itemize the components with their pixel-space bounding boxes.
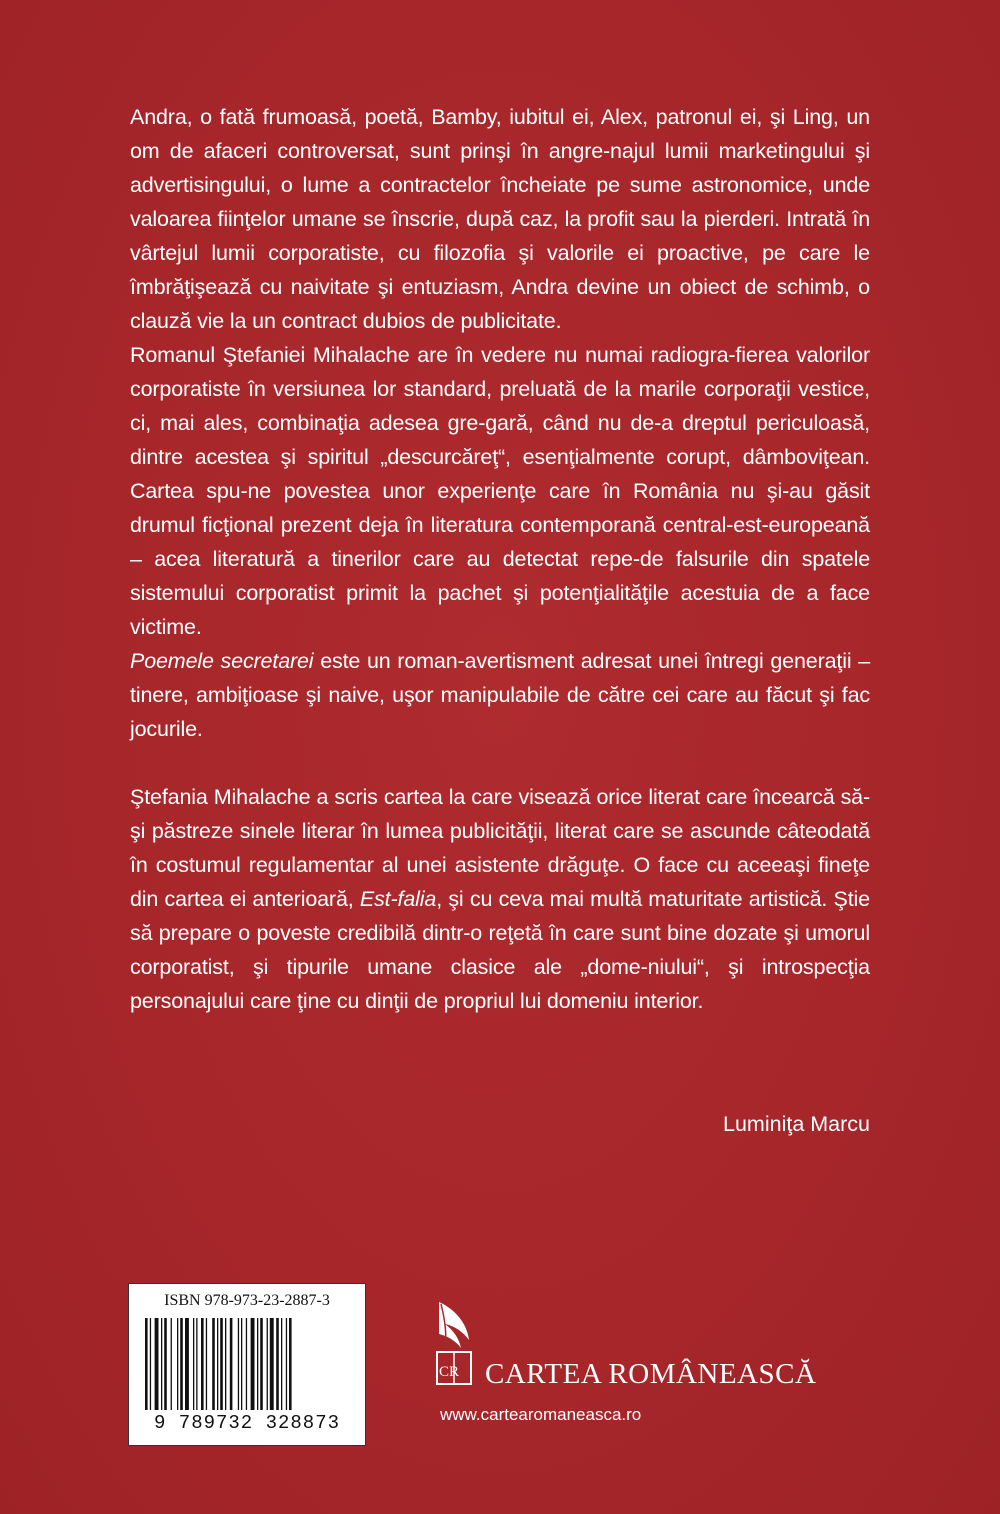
isbn-barcode-label xyxy=(128,1283,366,1446)
publisher-website[interactable]: www.cartearomaneasca.ro xyxy=(440,1405,642,1424)
book-title-italic: Poemele secretarei xyxy=(130,649,314,673)
blurb-paragraph-3-text: este un roman-avertisment adresat unei întregi generaţii – tinere, ambiţioase şi naive, uşor manipulabile de către cei care au făcut şi fac jocurile. xyxy=(130,649,871,741)
blurb-paragraph-3 xyxy=(130,644,870,746)
blurb-paragraph-4-text-b: , şi cu ceva mai multă maturitate artistică. Ştie să prepare o poveste credibilă dintr-o reţetă în care sunt bine dozate şi umorul corporatist, şi tipurile umane clasice ale „dome-niului“, şi introspecţia personajului care ţine cu dinţii de propriul lui domeniu interior. xyxy=(130,887,870,1013)
publisher-quill-logo-icon xyxy=(433,1300,477,1386)
blurb-paragraph-4-text-a: Ştefania Mihalache a scris cartea la care visează orice literat care încearcă să-şi păstreze sinele literar în lumea publicităţii, literat care se ascunde câteodată în costumul regulamentar al unei asistente drăguţe. O face cu aceeaşi fineţe din cartea ei anterioară, xyxy=(130,785,870,911)
barcode-bars xyxy=(143,1318,353,1410)
book-blurb xyxy=(130,100,870,1018)
publisher-name: CARTEA ROMÂNEASCĂ xyxy=(485,1358,817,1390)
paragraph-gap xyxy=(130,746,870,780)
previous-book-title-italic: Est-falia xyxy=(359,887,437,911)
blurb-paragraph-1: Andra, o fată frumoasă, poetă, Bamby, iubitul ei, Alex, patronul ei, şi Ling, un om de afaceri controversat, sunt prinşi în angre-najul lumii marketingului şi advertisingului, o lume a contractelor încheiate pe sume astronomice, unde valoarea fiinţelor umane se înscrie, după caz, la profit sau la pierderi. Intrată în vârtejul lumii corporatiste, cu filozofia şi valorile ei proactive, pe care le îmbrăţişează cu naivitate şi entuziasm, Andra devine un obiect de schimb, o clauză vie la un contract dubios de publicitate. xyxy=(130,105,870,333)
isbn-number: ISBN 978-973-23-2887-3 xyxy=(164,1292,330,1309)
barcode-digits: 9 789732 328873 xyxy=(153,1412,341,1434)
blurb-paragraph-4 xyxy=(130,780,870,1018)
blurb-paragraph-2: Romanul Ştefaniei Mihalache are în vedere nu numai radiogra-fierea valorilor corporatiste în versiunea lor standard, preluată de la marile corporaţii vestice, ci, mai ales, combinaţia adesea gre-gară, când nu de-a dreptul periculoasă, dintre acestea şi spiritul „descurcăreţ“, esenţialmente corupt, dâmboviţean. Cartea spu-ne povestea unor experienţe care în România nu şi-au găsit drumul ficţional prezent deja în literatura contemporană central-est-europeană – acea literatură a tinerilor care au detectat repe-de falsurile din spatele sistemului corporatist primit la pachet şi potenţialităţile acestuia de a face victime. xyxy=(130,343,870,639)
review-author-signature: Luminiţa Marcu xyxy=(723,1112,870,1136)
logo-letters: CR xyxy=(439,1364,460,1380)
